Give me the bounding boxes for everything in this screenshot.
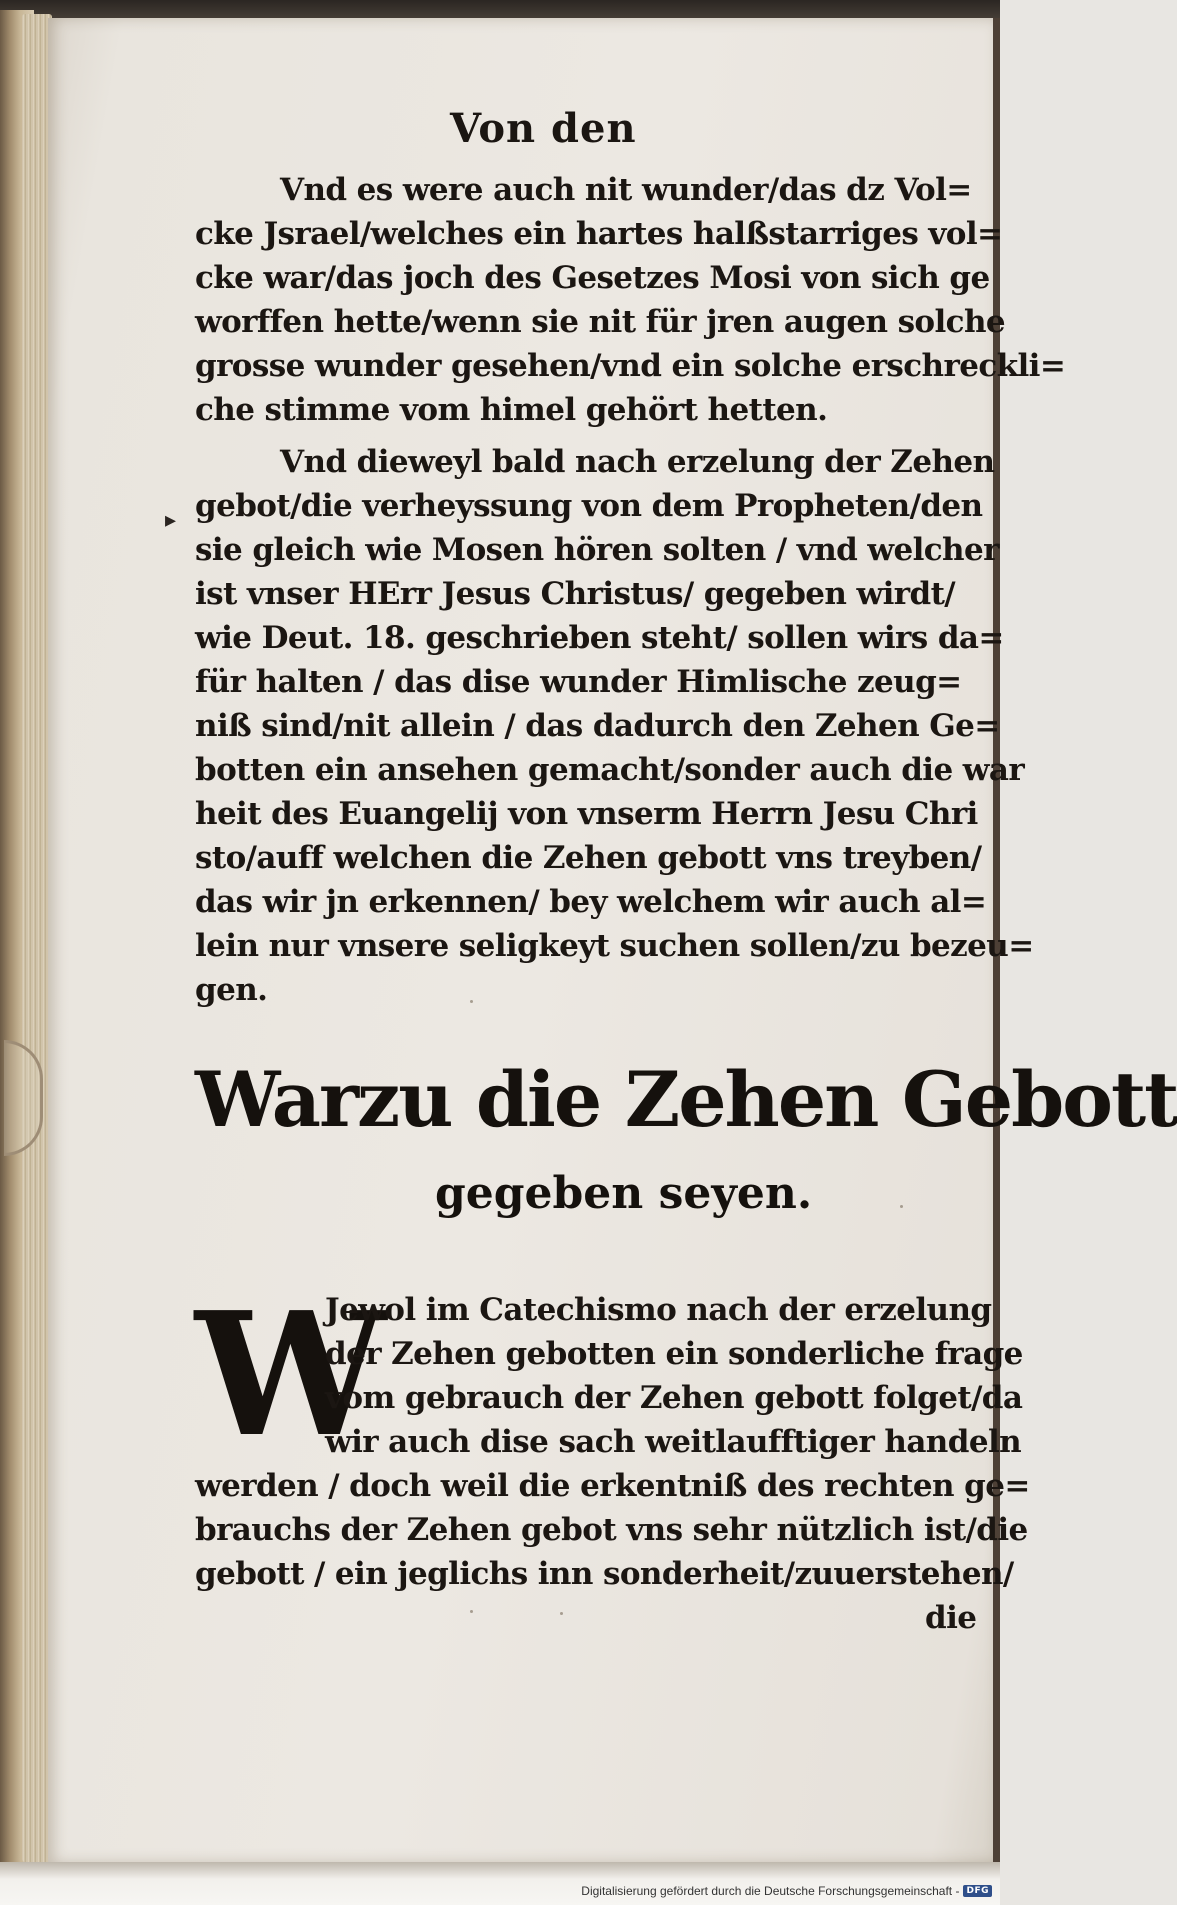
digitization-footer [581,1884,992,1898]
text-line: heit des Euangelij von vnserm Herrn Jesu Chri [195,796,978,832]
text-line: worffen hette/wenn sie nit für jren augen solche [195,304,1006,340]
dust-speck [900,1205,903,1208]
section-heading-subline: gegeben seyen. [435,1168,813,1219]
text-line: Vnd dieweyl bald nach erzelung der Zehen [280,444,995,480]
text-line: der Zehen gebotten ein sonderliche frage [325,1336,1023,1372]
text-line: gebott / ein jeglichs inn sonderheit/zuuerstehen/ [195,1556,1014,1592]
dust-speck [560,1612,563,1615]
text-line: grosse wunder gesehen/vnd ein solche erschreckli= [195,348,1066,384]
text-line: sto/auff welchen die Zehen gebott vns treyben/ [195,840,982,876]
drop-cap-initial: W [195,1275,386,1475]
text-line: cke Jsrael/welches ein hartes halßstarriges vol= [195,216,1003,252]
text-line: niß sind/nit allein / das dadurch den Zehen Ge= [195,708,1000,744]
text-line: vom gebrauch der Zehen gebott folget/da [325,1380,1023,1416]
text-line: gen. [195,972,268,1008]
footer-credit-text: Digitalisierung gefördert durch die Deutsche Forschungsgemeinschaft - [581,1884,960,1898]
catchword: die [925,1600,977,1636]
text-line: werden / doch weil die erkentniß des rechten ge= [195,1468,1030,1504]
dust-speck [470,1000,473,1003]
text-line: für halten / das dise wunder Himlische zeug= [195,664,962,700]
running-head: Von den [450,105,637,152]
dust-speck [470,1610,473,1613]
text-line: das wir jn erkennen/ bey welchem wir auch al= [195,884,987,920]
section-heading: Warzu die Zehen Gebott [195,1055,1177,1144]
text-line: wie Deut. 18. geschrieben steht/ sollen wirs da= [195,620,1004,656]
text-line: Jewol im Catechismo nach der erzelung [325,1292,992,1328]
text-line: ist vnser HErr Jesus Christus/ gegeben wirdt/ [195,576,956,612]
text-line: lein nur vnsere seligkeyt suchen sollen/zu bezeu= [195,928,1034,964]
margin-marker-icon: ▸ [165,508,177,533]
text-line: botten ein ansehen gemacht/sonder auch die war [195,752,1025,788]
text-line: che stimme vom himel gehört hetten. [195,392,828,428]
text-line: sie gleich wie Mosen hören solten / vnd welcher [195,532,999,568]
text-line: cke war/das joch des Gesetzes Mosi von sich ge [195,260,990,296]
text-line: wir auch dise sach weitlaufftiger handeln [325,1424,1022,1460]
text-line: Vnd es were auch nit wunder/das dz Vol= [280,172,972,208]
dfg-logo-icon: DFG [963,1885,992,1897]
text-line: brauchs der Zehen gebot vns sehr nützlich ist/die [195,1512,1028,1548]
text-line: gebot/die verheyssung von dem Propheten/den [195,488,983,524]
